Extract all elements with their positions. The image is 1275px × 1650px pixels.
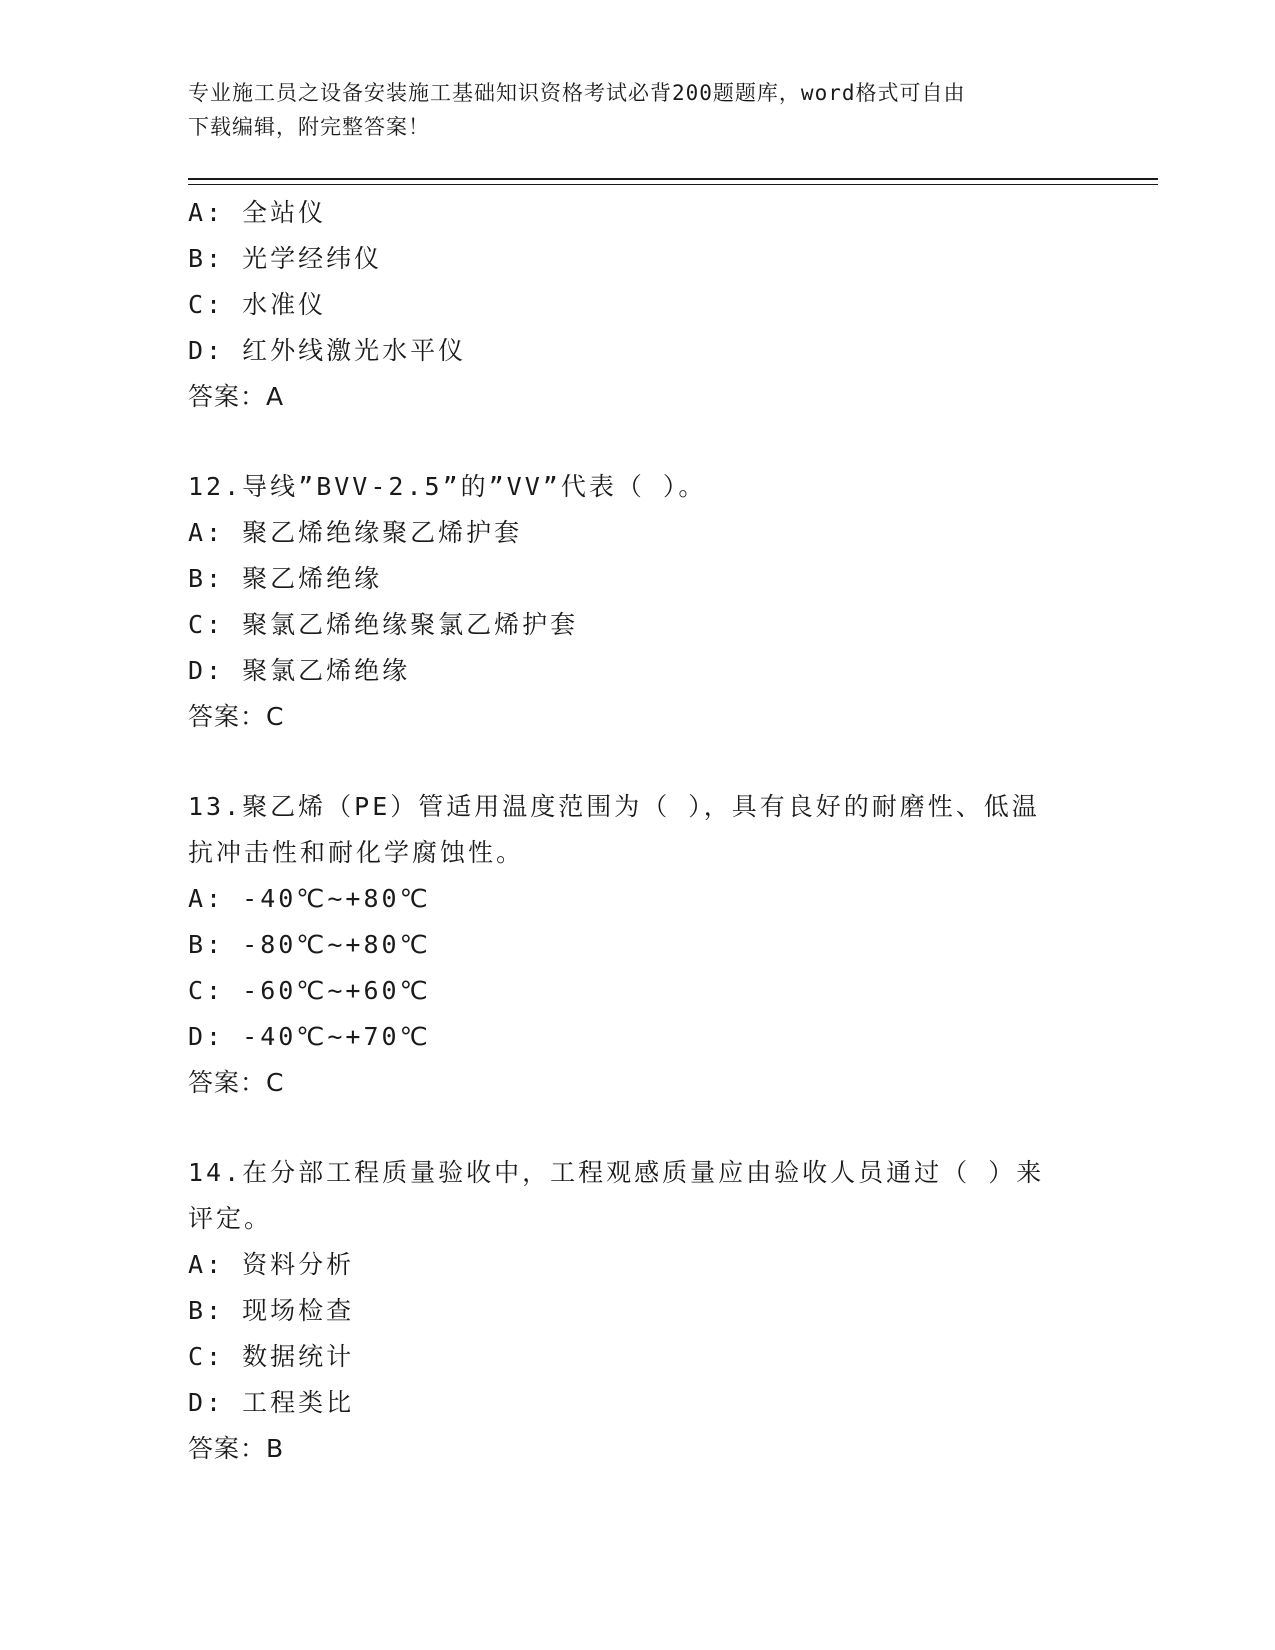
spacer	[188, 420, 1088, 464]
question-list	[188, 190, 1088, 1472]
option-d: D: -40℃~+70℃	[188, 1022, 431, 1051]
answer: 答案：C	[188, 702, 285, 731]
option-c: C: 数据统计	[188, 1342, 355, 1371]
header-rule-thin	[188, 184, 1158, 185]
option-a: A: 资料分析	[188, 1250, 355, 1279]
option-a: A: -40℃~+80℃	[188, 884, 431, 913]
question-text: 12.导线”BVV-2.5”的”VV”代表（ ）。	[188, 472, 707, 501]
spacer	[188, 740, 1088, 784]
question-text-line-2: 评定。	[188, 1204, 273, 1233]
question-text-line-1: 14.在分部工程质量验收中，工程观感质量应由验收人员通过（ ）来	[188, 1158, 1045, 1187]
question-14	[188, 1150, 1088, 1472]
question-12	[188, 464, 1088, 740]
option-b: B: 聚乙烯绝缘	[188, 564, 383, 593]
question-11	[188, 190, 1088, 420]
option-d: D: 聚氯乙烯绝缘	[188, 656, 411, 685]
option-b: B: -80℃~+80℃	[188, 930, 431, 959]
header-line-2: 下载编辑，附完整答案！	[188, 115, 430, 139]
answer: 答案：B	[188, 1434, 285, 1463]
option-d: D: 工程类比	[188, 1388, 355, 1417]
answer: 答案：C	[188, 1068, 285, 1097]
option-d: D: 红外线激光水平仪	[188, 336, 467, 365]
header-line-1: 专业施工员之设备安装施工基础知识资格考试必背200题题库，word格式可自由	[188, 81, 966, 105]
question-text-line-2: 抗冲击性和耐化学腐蚀性。	[188, 838, 525, 867]
question-text-line-1: 13.聚乙烯（PE）管适用温度范围为（ ），具有良好的耐磨性、低温	[188, 792, 1040, 821]
option-b: B: 光学经纬仪	[188, 244, 383, 273]
option-c: C: 水准仪	[188, 290, 327, 319]
option-c: C: -60℃~+60℃	[188, 976, 431, 1005]
spacer	[188, 1106, 1088, 1150]
document-header	[188, 76, 1088, 144]
option-c: C: 聚氯乙烯绝缘聚氯乙烯护套	[188, 610, 579, 639]
option-a: A: 全站仪	[188, 198, 327, 227]
question-13	[188, 784, 1088, 1106]
answer: 答案：A	[188, 382, 285, 411]
option-a: A: 聚乙烯绝缘聚乙烯护套	[188, 518, 523, 547]
header-rule-thick	[188, 178, 1158, 180]
option-b: B: 现场检查	[188, 1296, 355, 1325]
